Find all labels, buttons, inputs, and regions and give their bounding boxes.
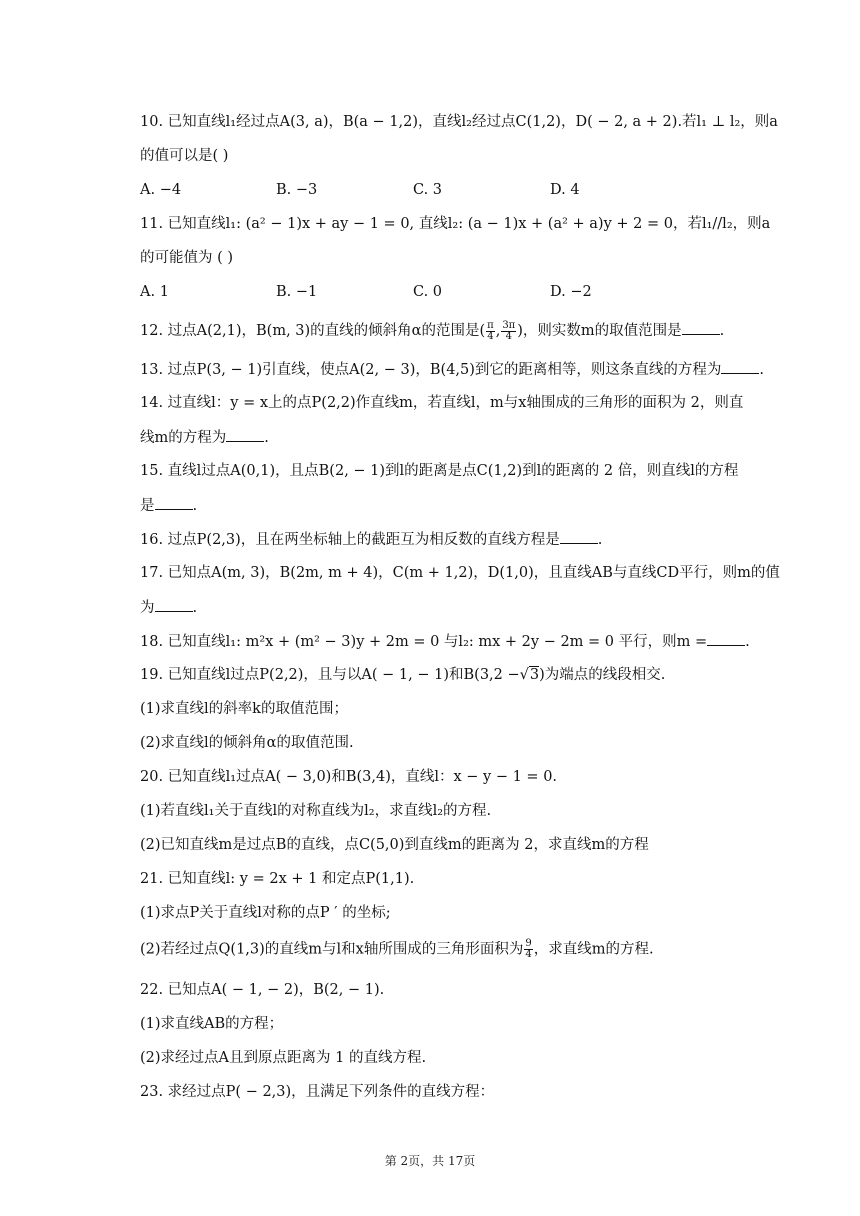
question-19-part-1: (1)求直线l的斜率k的取值范围； bbox=[140, 701, 348, 717]
question-13-text: 13. 过点P(3, − 1)引直线，使点A(2, − 3)，B(4,5)到它的距离相等，则这条直线的方程为 . bbox=[140, 359, 760, 380]
question-18-text: 18. 已知直线l₁: m²x + (m² − 3)y + 2m = 0 与l₂: mx + 2y − 2m = 0 平行，则m = . bbox=[140, 631, 760, 652]
question-15-text: 15. 直线l过点A(0,1)，且点B(2, − 1)到l的距离是点C(1,2)到l的距离的 2 倍，则直线l的方程 bbox=[140, 463, 739, 479]
question-11-text: 11. 已知直线l₁: (a² − 1)x + ay − 1 = 0, 直线l₂: (a − 1)x + (a² + a)y + 2 = 0，若l₁//l₂，则a bbox=[140, 216, 771, 232]
question-17-text-cont: 为 . bbox=[140, 597, 760, 618]
question-21-part-1: (1)求点P关于直线l对称的点P ′ 的坐标; bbox=[140, 905, 391, 921]
option-d: D. −2 bbox=[550, 284, 592, 300]
question-19-part-2: (2)求直线l的倾斜角α的取值范围. bbox=[140, 735, 354, 751]
question-20-part-2: (2)已知直线m是过点B的直线，点C(5,0)到直线m的距离为 2，求直线m的方程 bbox=[140, 837, 649, 853]
option-c: C. 0 bbox=[413, 284, 443, 300]
answer-blank bbox=[560, 529, 598, 544]
question-10-text-cont: 的值可以是( ) bbox=[140, 148, 229, 164]
question-14-text-cont: 线m的方程为 . bbox=[140, 427, 760, 448]
page-number: 第 2页，共 17页 bbox=[384, 1154, 476, 1168]
question-14-text: 14. 过直线l：y = x上的点P(2,2)作直线m，若直线l，m与x轴围成的三角形的面积为 2，则直 bbox=[140, 395, 744, 411]
answer-blank bbox=[682, 320, 720, 335]
question-12-post: )，则实数m的取值范围是 bbox=[517, 323, 682, 339]
question-22-text: 22. 已知点A( − 1, − 2)，B(2, − 1). bbox=[140, 982, 385, 998]
option-c: C. 3 bbox=[413, 182, 443, 198]
question-23-text: 23. 求经过点P( − 2,3)，且满足下列条件的直线方程： bbox=[140, 1084, 495, 1100]
option-a: A. 1 bbox=[140, 284, 169, 300]
option-d: D. 4 bbox=[550, 182, 580, 198]
question-20-text: 20. 已知直线l₁过点A( − 3,0)和B(3,4)，直线l：x − y − 1 = 0. bbox=[140, 769, 558, 785]
option-a: A. −4 bbox=[140, 182, 182, 198]
fraction-pi-over-4: $\frac{\pi}{4}$ bbox=[487, 319, 494, 342]
option-b: B. −3 bbox=[276, 182, 318, 198]
question-22-part-2: (2)求经过点A且到原点距离为 1 的直线方程. bbox=[140, 1050, 427, 1066]
question-10-text: 10. 已知直线l₁经过点A(3, a)，B(a − 1,2)，直线l₂经过点C(1,2)，D( − 2, a + 2).若l₁ ⊥ l₂，则a bbox=[140, 114, 778, 130]
question-22-part-1: (1)求直线AB的方程； bbox=[140, 1016, 284, 1032]
fraction-9-over-4: $\frac{9}{4}$ bbox=[525, 938, 532, 960]
option-b: B. −1 bbox=[276, 284, 318, 300]
answer-blank bbox=[721, 359, 759, 374]
question-17-text: 17. 已知点A(m, 3)，B(2m, m + 4)，C(m + 1,2)，D(1,0)，且直线AB与直线CD平行，则m的值 bbox=[140, 565, 780, 581]
answer-blank bbox=[155, 597, 193, 612]
sqrt-icon: √ bbox=[519, 667, 529, 683]
question-16-text: 16. 过点P(2,3)，且在两坐标轴上的截距互为相反数的直线方程是 . bbox=[140, 529, 760, 550]
fraction-3pi-over-4: $\frac{3\pi}{4}$ bbox=[502, 319, 516, 342]
question-21-text: 21. 已知直线l: y = 2x + 1 和定点P(1,1). bbox=[140, 871, 415, 887]
answer-blank bbox=[226, 427, 264, 442]
question-12-text: 12. 过点A(2,1)，B(m, 3)的直线的倾斜角α的范围是( $\frac{\pi}{4}$ , $\frac{3\pi}{4}$ )，则实数m的取值范围是 . bbox=[140, 319, 725, 342]
question-12-pre: 12. 过点A(2,1)，B(m, 3)的直线的倾斜角α的范围是( bbox=[140, 323, 486, 339]
answer-blank bbox=[707, 631, 745, 646]
question-20-part-1: (1)若直线l₁关于直线l的对称直线为l₂，求直线l₂的方程. bbox=[140, 803, 492, 819]
answer-blank bbox=[155, 495, 193, 510]
question-11-text-cont: 的可能值为 ( ) bbox=[140, 250, 234, 266]
question-19-text: 19. 已知直线l过点P(2,2)，且与以A( − 1, − 1)和B(3,2 −√3)为端点的线段相交. bbox=[140, 667, 666, 683]
question-15-text-cont: 是 . bbox=[140, 495, 760, 516]
question-21-part-2: (2)若经过点Q(1,3)的直线m与l和x轴所围成的三角形面积为 $\frac{9}{4}$ ，求直线m的方程. bbox=[140, 938, 654, 960]
